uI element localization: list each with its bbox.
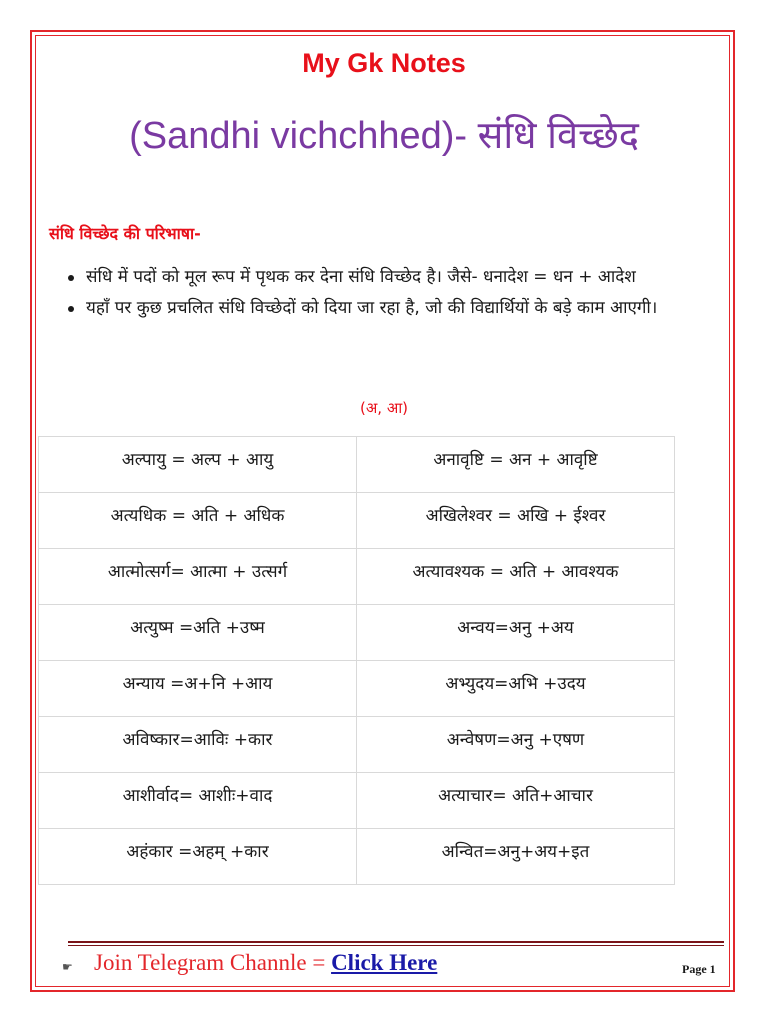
footer-telegram (94, 950, 437, 976)
footer-divider (68, 945, 724, 946)
table-cell: अन्वेषण=अनु +एषण (357, 717, 675, 773)
definition-bullet: संधि में पदों को मूल रूप में पृथक कर देना संधि विच्छेद है। जैसे- धनादेश = धन + आदेश (68, 262, 716, 293)
footer-telegram-text: Join Telegram Channle = (94, 950, 332, 975)
table-row (39, 717, 675, 773)
table-cell: अत्यावश्यक = अति + आवश्यक (357, 549, 675, 605)
table-cell: आशीर्वाद= आशीः+वाद (39, 773, 357, 829)
definition-bullet: यहाँ पर कुछ प्रचलित संधि विच्छेदों को दिया जा रहा है, जो की विद्यार्थियों के बड़े काम आएगी। (68, 293, 716, 324)
table-cell: अत्यधिक = अति + अधिक (39, 493, 357, 549)
table-cell: अत्याचार= अति+आचार (357, 773, 675, 829)
table-cell: अभ्युदय=अभि +उदय (357, 661, 675, 717)
table-subheading: (अ, आ) (359, 399, 409, 417)
table-row (39, 493, 675, 549)
definition-list (68, 262, 716, 324)
pointing-hand-icon: ☛ (62, 960, 73, 974)
table-row (39, 829, 675, 885)
site-title: My Gk Notes (302, 48, 466, 78)
table-cell: अत्युष्म =अति +उष्म (39, 605, 357, 661)
table-row (39, 773, 675, 829)
table-row (39, 605, 675, 661)
table-cell: अहंकार =अहम् +कार (39, 829, 357, 885)
footer-divider (68, 941, 724, 943)
page-title: (Sandhi vichchhed)- संधि विच्छेद (129, 115, 639, 157)
table-cell: अन्याय =अ+नि +आय (39, 661, 357, 717)
table-cell: आत्मोत्सर्ग= आत्मा + उत्सर्ग (39, 549, 357, 605)
table-cell: अन्वय=अनु +अय (357, 605, 675, 661)
click-here-link[interactable]: Click Here (331, 950, 438, 975)
table-cell: अल्पायु = अल्प + आयु (39, 437, 357, 493)
table-cell: अविष्कार=आविः +कार (39, 717, 357, 773)
page-number: Page 1 (682, 962, 716, 976)
table-cell: अनावृष्टि = अन + आवृष्टि (357, 437, 675, 493)
table-row (39, 549, 675, 605)
sandhi-table (38, 436, 675, 885)
definition-heading: संधि विच्छेद की परिभाषा- (49, 224, 201, 243)
table-row (39, 661, 675, 717)
table-cell: अखिलेश्वर = अखि + ईश्वर (357, 493, 675, 549)
table-row (39, 437, 675, 493)
table-cell: अन्वित=अनु+अय+इत (357, 829, 675, 885)
